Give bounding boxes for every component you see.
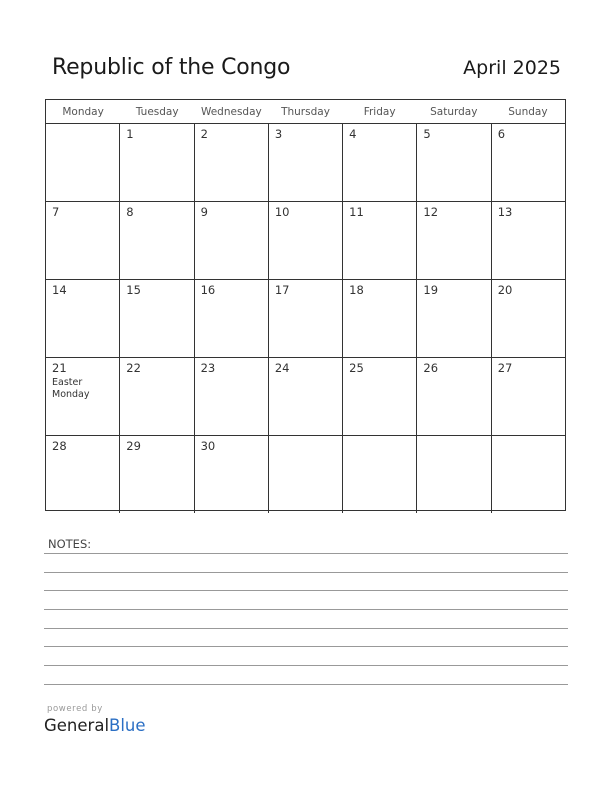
note-line [44, 553, 568, 554]
week-row [46, 436, 565, 513]
day-number: 29 [126, 439, 141, 453]
week-row [46, 124, 565, 202]
note-line [44, 609, 568, 610]
day-cell [417, 202, 491, 279]
day-number: 7 [52, 205, 60, 219]
day-number: 14 [52, 283, 67, 297]
day-cell [269, 202, 343, 279]
weekday-label: Monday [62, 106, 104, 118]
day-cell [269, 358, 343, 435]
day-number: 19 [423, 283, 439, 297]
weekday-label: Thursday [281, 106, 330, 118]
notes-label: NOTES: [48, 537, 92, 551]
calendar-title: Republic of the Congo [52, 55, 291, 80]
day-number: 22 [126, 361, 141, 375]
day-number: 27 [497, 361, 513, 375]
day-cell [46, 358, 120, 435]
day-cell [120, 358, 194, 435]
generalblue-logo[interactable] [44, 716, 146, 735]
day-cell [343, 358, 417, 435]
day-cell [195, 124, 269, 201]
day-cell [492, 436, 565, 513]
day-number: 25 [349, 361, 364, 375]
weekday-label: Wednesday [200, 106, 262, 118]
day-cell [46, 124, 120, 201]
day-number: 13 [497, 205, 513, 219]
day-number: 24 [274, 361, 290, 375]
day-number: 26 [423, 361, 439, 375]
note-line [44, 572, 568, 573]
day-cell [120, 436, 194, 513]
day-cell [492, 280, 565, 357]
weekday-label: Tuesday [135, 106, 179, 118]
day-number: 15 [126, 283, 141, 297]
weekday-header-row [46, 100, 565, 124]
day-number: 12 [423, 205, 439, 219]
day-cell [120, 124, 194, 201]
day-cell [269, 124, 343, 201]
day-cell [417, 358, 491, 435]
day-cell [343, 280, 417, 357]
day-cell [195, 358, 269, 435]
weekday-label: Friday [363, 106, 396, 118]
day-cell [46, 280, 120, 357]
week-row [46, 280, 565, 358]
day-cell [417, 436, 491, 513]
note-line [44, 590, 568, 591]
day-number: 28 [52, 439, 67, 453]
day-number: 2 [200, 127, 208, 141]
logo-blue-text: Blue [109, 716, 146, 735]
day-number: 6 [497, 127, 506, 141]
day-number: 3 [274, 127, 283, 141]
day-cell [195, 202, 269, 279]
logo-general-text: General [44, 716, 110, 735]
day-number: 20 [497, 283, 513, 297]
day-cell [120, 280, 194, 357]
note-line [44, 646, 568, 647]
day-cell [492, 358, 565, 435]
day-cell [269, 280, 343, 357]
week-row [46, 358, 565, 436]
day-number: 11 [349, 205, 364, 219]
weekday-label: Sunday [508, 106, 548, 118]
day-number: 16 [200, 283, 216, 297]
day-number: 4 [349, 127, 357, 141]
powered-by-text: powered by [47, 704, 103, 714]
holiday-label: Easter Monday [52, 377, 90, 400]
day-cell [120, 202, 194, 279]
day-number: 9 [200, 205, 208, 219]
day-number: 8 [126, 205, 134, 219]
day-cell [343, 202, 417, 279]
note-line [44, 628, 568, 629]
day-number: 21 [52, 361, 67, 375]
day-number: 18 [349, 283, 364, 297]
day-cell [269, 436, 343, 513]
calendar-grid [45, 99, 566, 511]
week-row [46, 202, 565, 280]
day-number: 10 [274, 205, 290, 219]
note-line [44, 684, 568, 685]
weekday-label: Saturday [430, 106, 478, 118]
note-line [44, 665, 568, 666]
day-number: 23 [200, 361, 216, 375]
day-cell [195, 436, 269, 513]
day-cell [417, 280, 491, 357]
day-number: 5 [423, 127, 431, 141]
day-cell [46, 202, 120, 279]
day-cell [343, 124, 417, 201]
day-cell [492, 202, 565, 279]
calendar-month: April 2025 [463, 57, 561, 79]
day-cell [343, 436, 417, 513]
day-cell [492, 124, 565, 201]
day-number: 30 [200, 439, 216, 453]
day-cell [417, 124, 491, 201]
day-number: 17 [274, 283, 290, 297]
day-cell [195, 280, 269, 357]
day-number: 1 [126, 127, 134, 141]
day-cell [46, 436, 120, 513]
